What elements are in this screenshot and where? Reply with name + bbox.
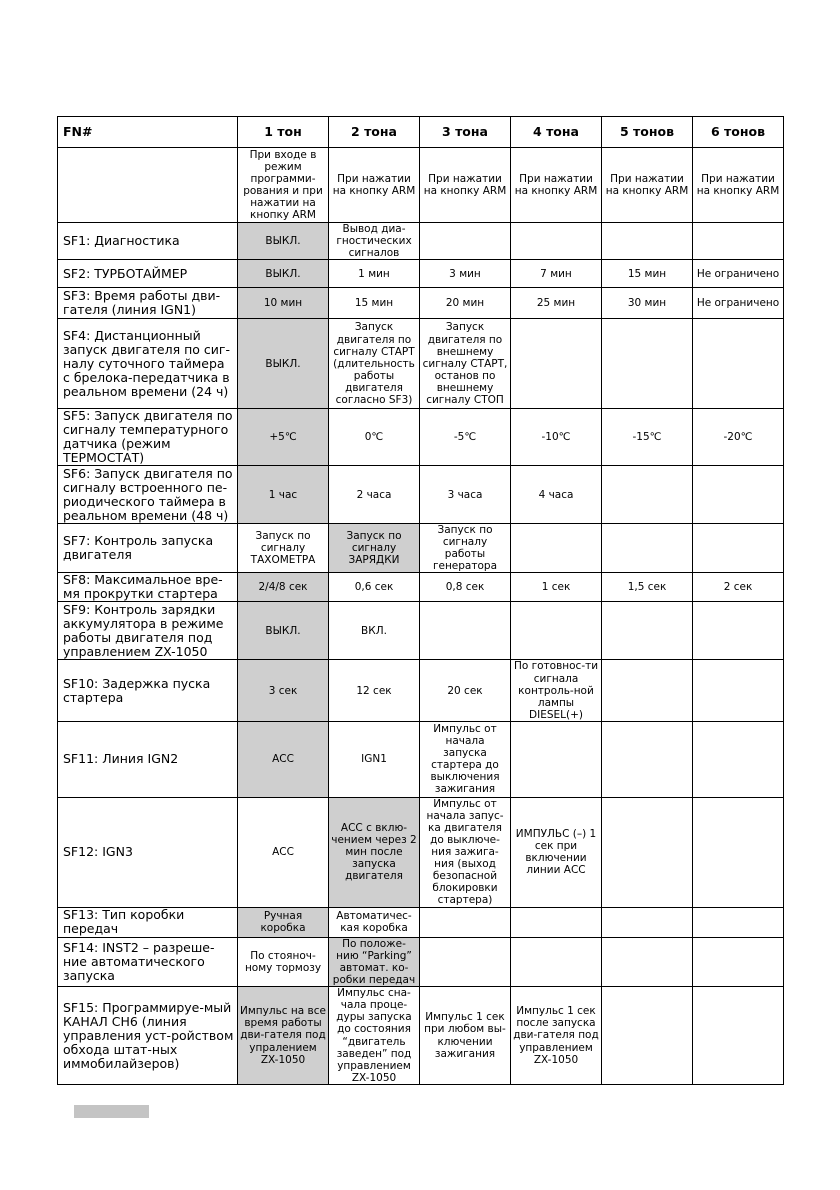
table-cell: IGN1 bbox=[329, 721, 420, 797]
function-label: SF3: Время работы дви-гателя (линия IGN1) bbox=[58, 288, 238, 319]
table-cell: 1 час bbox=[238, 466, 329, 524]
table-cell: При входе в режим программи-рования и при нажатии на кнопку ARM bbox=[238, 148, 329, 223]
table-cell: 1 мин bbox=[329, 260, 420, 288]
settings-table bbox=[57, 116, 784, 1085]
column-header: FN# bbox=[58, 117, 238, 148]
table-cell: Не ограничено bbox=[693, 288, 784, 319]
table-cell: 1 сек bbox=[511, 573, 602, 602]
function-label: SF1: Диагностика bbox=[58, 223, 238, 260]
table-row bbox=[58, 466, 784, 524]
table-cell: При нажатии на кнопку ARM bbox=[420, 148, 511, 223]
table-cell: ВЫКЛ. bbox=[238, 260, 329, 288]
table-cell bbox=[511, 223, 602, 260]
table-cell: Ручная коробка bbox=[238, 907, 329, 937]
table-cell: По стояноч-ному тормозу bbox=[238, 937, 329, 986]
table-cell: Запуск двигателя по внешнему сигналу СТАРТ, останов по внешнему сигналу СТОП bbox=[420, 319, 511, 409]
column-header: 6 тонов bbox=[693, 117, 784, 148]
function-label: SF2: ТУРБОТАЙМЕР bbox=[58, 260, 238, 288]
table-cell: 1,5 сек bbox=[602, 573, 693, 602]
table-cell: Запуск по сигналу ЗАРЯДКИ bbox=[329, 524, 420, 573]
table-row bbox=[58, 987, 784, 1085]
table-cell bbox=[602, 797, 693, 907]
table-cell bbox=[693, 907, 784, 937]
table-cell: Автоматичес-кая коробка bbox=[329, 907, 420, 937]
table-cell: Не ограничено bbox=[693, 260, 784, 288]
table-cell bbox=[602, 524, 693, 573]
table-cell: При нажатии на кнопку ARM bbox=[602, 148, 693, 223]
table-cell: 10 мин bbox=[238, 288, 329, 319]
table-cell: -15℃ bbox=[602, 409, 693, 466]
table-cell: -10℃ bbox=[511, 409, 602, 466]
table-cell: Вывод диа-гностических сигналов bbox=[329, 223, 420, 260]
table-cell bbox=[602, 907, 693, 937]
table-cell: Импульс на все время работы дви-гателя под упралением ZX-1050 bbox=[238, 987, 329, 1085]
table-cell bbox=[511, 937, 602, 986]
table-cell: 2 сек bbox=[693, 573, 784, 602]
table-cell: 25 мин bbox=[511, 288, 602, 319]
function-label: SF6: Запуск двигателя по сигналу встроенного пе-риодического таймера в реальном времени (48 ч) bbox=[58, 466, 238, 524]
table-cell: Импульс сна-чала проце-дуры запуска до состояния “двигатель заведен” под управлением ZX-1050 bbox=[329, 987, 420, 1085]
table-cell bbox=[420, 602, 511, 660]
table-cell bbox=[602, 602, 693, 660]
function-label: SF12: IGN3 bbox=[58, 797, 238, 907]
table-cell bbox=[420, 223, 511, 260]
table-cell bbox=[511, 721, 602, 797]
table-cell: 30 мин bbox=[602, 288, 693, 319]
table-cell bbox=[602, 660, 693, 721]
table-cell bbox=[602, 319, 693, 409]
function-label: SF5: Запуск двигателя по сигналу температурного датчика (режим ТЕРМОСТАТ) bbox=[58, 409, 238, 466]
table-cell bbox=[693, 319, 784, 409]
table-cell bbox=[420, 937, 511, 986]
table-cell bbox=[693, 660, 784, 721]
function-label: SF11: Линия IGN2 bbox=[58, 721, 238, 797]
function-label: SF14: INST2 – разреше-ние автоматического запуска bbox=[58, 937, 238, 986]
table-cell: 0℃ bbox=[329, 409, 420, 466]
table-cell bbox=[420, 907, 511, 937]
table-cell: АСС с вклю-чением через 2 мин после запуска двигателя bbox=[329, 797, 420, 907]
page-marker-bar bbox=[74, 1105, 149, 1118]
table-cell: 0,6 сек bbox=[329, 573, 420, 602]
function-label bbox=[58, 148, 238, 223]
table-cell bbox=[693, 602, 784, 660]
column-header: 5 тонов bbox=[602, 117, 693, 148]
table-cell: Импульс 1 сек после запуска дви-гателя под управлением ZX-1050 bbox=[511, 987, 602, 1085]
table-cell: -5℃ bbox=[420, 409, 511, 466]
table-row bbox=[58, 288, 784, 319]
table-header-row bbox=[58, 117, 784, 148]
table-cell: По готовнос-ти сигнала контроль-ной лампы DIESEL(+) bbox=[511, 660, 602, 721]
table-row bbox=[58, 223, 784, 260]
table-cell: 3 мин bbox=[420, 260, 511, 288]
table-cell bbox=[602, 223, 693, 260]
table-row bbox=[58, 409, 784, 466]
table-cell: Запуск по сигналу работы генератора bbox=[420, 524, 511, 573]
table-cell: -20℃ bbox=[693, 409, 784, 466]
table-cell bbox=[511, 319, 602, 409]
table-cell bbox=[602, 987, 693, 1085]
function-label: SF8: Максимальное вре-мя прокрутки стартера bbox=[58, 573, 238, 602]
table-cell bbox=[602, 721, 693, 797]
table-cell: 20 мин bbox=[420, 288, 511, 319]
table-row bbox=[58, 148, 784, 223]
table-cell: 4 часа bbox=[511, 466, 602, 524]
table-row bbox=[58, 260, 784, 288]
table-cell: Импульс от начала запуска стартера до выключения зажигания bbox=[420, 721, 511, 797]
table-row bbox=[58, 660, 784, 721]
table-cell bbox=[511, 524, 602, 573]
table-row bbox=[58, 937, 784, 986]
table-cell bbox=[693, 987, 784, 1085]
table-cell bbox=[602, 466, 693, 524]
table-cell: 3 сек bbox=[238, 660, 329, 721]
column-header: 2 тона bbox=[329, 117, 420, 148]
table-cell: АСС bbox=[238, 797, 329, 907]
table-cell bbox=[602, 937, 693, 986]
table-cell: 15 мин bbox=[602, 260, 693, 288]
table-cell: При нажатии на кнопку ARM bbox=[511, 148, 602, 223]
table-cell: 2 часа bbox=[329, 466, 420, 524]
table-cell: Импульс 1 сек при любом вы-ключении зажигания bbox=[420, 987, 511, 1085]
table-cell: АСС bbox=[238, 721, 329, 797]
table-cell: При нажатии на кнопку ARM bbox=[329, 148, 420, 223]
table-cell: 20 сек bbox=[420, 660, 511, 721]
table-cell: 2/4/8 сек bbox=[238, 573, 329, 602]
table-cell bbox=[693, 524, 784, 573]
table-row bbox=[58, 319, 784, 409]
column-header: 4 тона bbox=[511, 117, 602, 148]
table-cell: ВКЛ. bbox=[329, 602, 420, 660]
table-cell: По положе-нию “Parking” автомат. ко-робки передач bbox=[329, 937, 420, 986]
table-cell: 15 мин bbox=[329, 288, 420, 319]
table-cell bbox=[693, 797, 784, 907]
table-cell: ВЫКЛ. bbox=[238, 602, 329, 660]
table-cell: Импульс от начала запус-ка двигателя до выключе-ния зажига-ния (выход безопасной блокировки стартера) bbox=[420, 797, 511, 907]
column-header: 3 тона bbox=[420, 117, 511, 148]
function-label: SF15: Программируе-мый КАНАЛ CH6 (линия управления уст-ройством обхода штат-ных иммобилайзеров) bbox=[58, 987, 238, 1085]
function-label: SF13: Тип коробки передач bbox=[58, 907, 238, 937]
table-cell bbox=[693, 937, 784, 986]
table-row bbox=[58, 797, 784, 907]
table-cell: При нажатии на кнопку ARM bbox=[693, 148, 784, 223]
table-cell: Запуск по сигналу ТАХОМЕТРА bbox=[238, 524, 329, 573]
table-cell: ВЫКЛ. bbox=[238, 223, 329, 260]
function-label: SF7: Контроль запуска двигателя bbox=[58, 524, 238, 573]
table-cell bbox=[693, 223, 784, 260]
column-header: 1 тон bbox=[238, 117, 329, 148]
table-cell: ВЫКЛ. bbox=[238, 319, 329, 409]
table-row bbox=[58, 573, 784, 602]
table-cell: 7 мин bbox=[511, 260, 602, 288]
table-cell bbox=[511, 602, 602, 660]
table-cell bbox=[693, 466, 784, 524]
table-cell: ИМПУЛЬС (–) 1 сек при включении линии АСС bbox=[511, 797, 602, 907]
table-cell: 12 сек bbox=[329, 660, 420, 721]
table-cell bbox=[693, 721, 784, 797]
function-label: SF4: Дистанционный запуск двигателя по сиг-налу суточного таймера с брелока-передатчика в реальном времени (24 ч) bbox=[58, 319, 238, 409]
table-cell: 3 часа bbox=[420, 466, 511, 524]
table-cell: 0,8 сек bbox=[420, 573, 511, 602]
table-cell: Запуск двигателя по сигналу СТАРТ (длительность работы двигателя согласно SF3) bbox=[329, 319, 420, 409]
table-cell: +5℃ bbox=[238, 409, 329, 466]
table-row bbox=[58, 524, 784, 573]
table-row bbox=[58, 907, 784, 937]
table-row bbox=[58, 602, 784, 660]
table-cell bbox=[511, 907, 602, 937]
function-label: SF10: Задержка пуска стартера bbox=[58, 660, 238, 721]
table-row bbox=[58, 721, 784, 797]
function-label: SF9: Контроль зарядки аккумулятора в режиме работы двигателя под управлением ZX-1050 bbox=[58, 602, 238, 660]
